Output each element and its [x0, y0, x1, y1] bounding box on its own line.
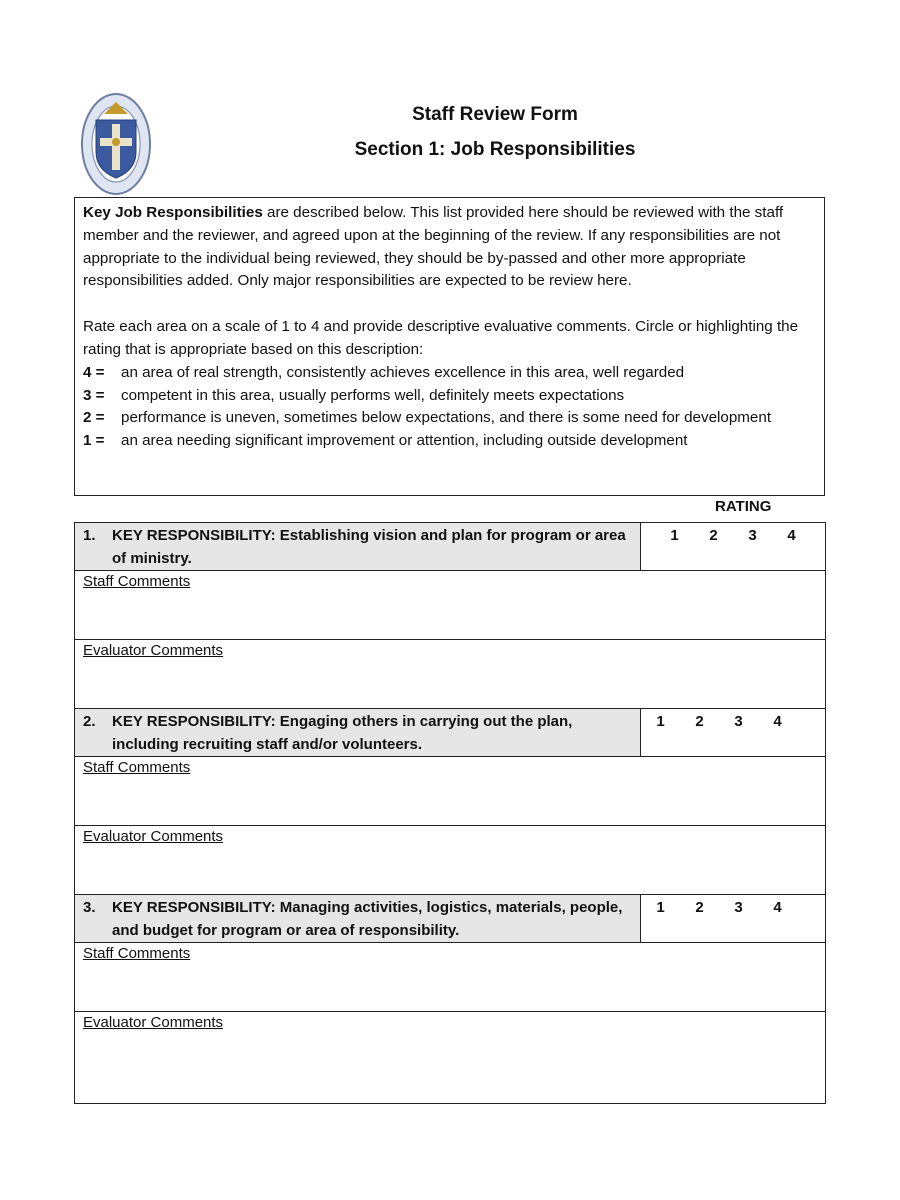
rating-option-2[interactable]: 2	[695, 899, 704, 916]
responsibility-row	[75, 895, 826, 943]
rating-cell	[641, 895, 826, 943]
form-title: Staff Review Form	[412, 104, 578, 125]
section-title: Section 1: Job Responsibilities	[354, 139, 636, 160]
evaluator-comments-field[interactable]	[75, 640, 826, 709]
responsibility-cell: 2. KEY RESPONSIBILITY: Engaging others in carrying out the plan, including recruiting staff and/or volunteers.	[75, 709, 641, 757]
responsibility-cell: 1. KEY RESPONSIBILITY: Establishing vision and plan for program or area of ministry.	[75, 523, 641, 571]
rating-option-3[interactable]: 3	[734, 899, 743, 916]
rating-option-4[interactable]: 4	[773, 713, 782, 730]
rating-option-2[interactable]: 2	[709, 527, 718, 544]
evaluator-comments-label: Evaluator Comments	[83, 642, 224, 659]
staff-comments-label: Staff Comments	[83, 759, 191, 776]
instructions-box	[74, 197, 825, 496]
staff-comments-label: Staff Comments	[83, 945, 191, 962]
evaluator-comments-field[interactable]	[75, 1012, 826, 1104]
responsibility-row	[75, 709, 826, 757]
responsibility-row	[75, 523, 826, 571]
rating-header: RATING	[715, 498, 772, 515]
rating-cell	[641, 523, 826, 571]
staff-comments-label: Staff Comments	[83, 573, 191, 590]
rating-option-4[interactable]: 4	[773, 899, 782, 916]
rating-instructions: Rate each area on a scale of 1 to 4 and provide descriptive evaluative comments. Circle or highlighting the rating that is appropriate based on this description:	[83, 318, 799, 358]
scale-item: 4 = an area of real strength, consistently achieves excellence in this area, well regarded	[83, 363, 685, 381]
intro-paragraph	[83, 202, 816, 293]
responsibility-cell: 3. KEY RESPONSIBILITY: Managing activities, logistics, materials, people, and budget for program or area of responsibility.	[75, 895, 641, 943]
rating-option-2[interactable]: 2	[695, 713, 704, 730]
staff-comments-field[interactable]	[75, 943, 826, 1012]
rating-option-1[interactable]: 1	[670, 527, 679, 544]
scale-item: 3 = competent in this area, usually performs well, definitely meets expectations	[83, 386, 625, 404]
responsibility-text: KEY RESPONSIBILITY: Establishing vision and plan for program or area of ministry.	[112, 527, 626, 567]
evaluator-comments-label: Evaluator Comments	[83, 828, 224, 845]
staff-comments-field[interactable]	[75, 757, 826, 826]
rating-option-3[interactable]: 3	[734, 713, 743, 730]
rating-cell	[641, 709, 826, 757]
rating-option-4[interactable]: 4	[787, 527, 796, 544]
responsibility-text: KEY RESPONSIBILITY: Managing activities, logistics, materials, people, and budget for program or area of responsibility.	[112, 899, 623, 939]
staff-comments-field[interactable]	[75, 571, 826, 640]
scale-item: 1 = an area needing significant improvement or attention, including outside development	[83, 432, 688, 450]
evaluator-comments-label: Evaluator Comments	[83, 1014, 224, 1031]
evaluator-comments-field[interactable]	[75, 826, 826, 895]
rating-option-1[interactable]: 1	[656, 899, 665, 916]
responsibilities-table	[74, 522, 826, 1104]
intro-lead: Key Job Responsibilities	[83, 204, 263, 221]
rating-option-1[interactable]: 1	[656, 713, 665, 730]
rating-option-3[interactable]: 3	[748, 527, 757, 544]
responsibility-text: KEY RESPONSIBILITY: Engaging others in carrying out the plan, including recruiting staff and/or volunteers.	[112, 713, 573, 753]
intro-text: are described below. This list provided here should be reviewed with the staff member and the reviewer, and agreed upon at the beginning of the review. If any responsibilities are not appropriate to the individual being reviewed, they should be by-passed and other more appropriate responsibilities added. Only major responsibilities are expected to be review here.	[83, 204, 784, 290]
scale-item: 2 = performance is uneven, sometimes below expectations, and there is some need for development	[83, 409, 772, 427]
